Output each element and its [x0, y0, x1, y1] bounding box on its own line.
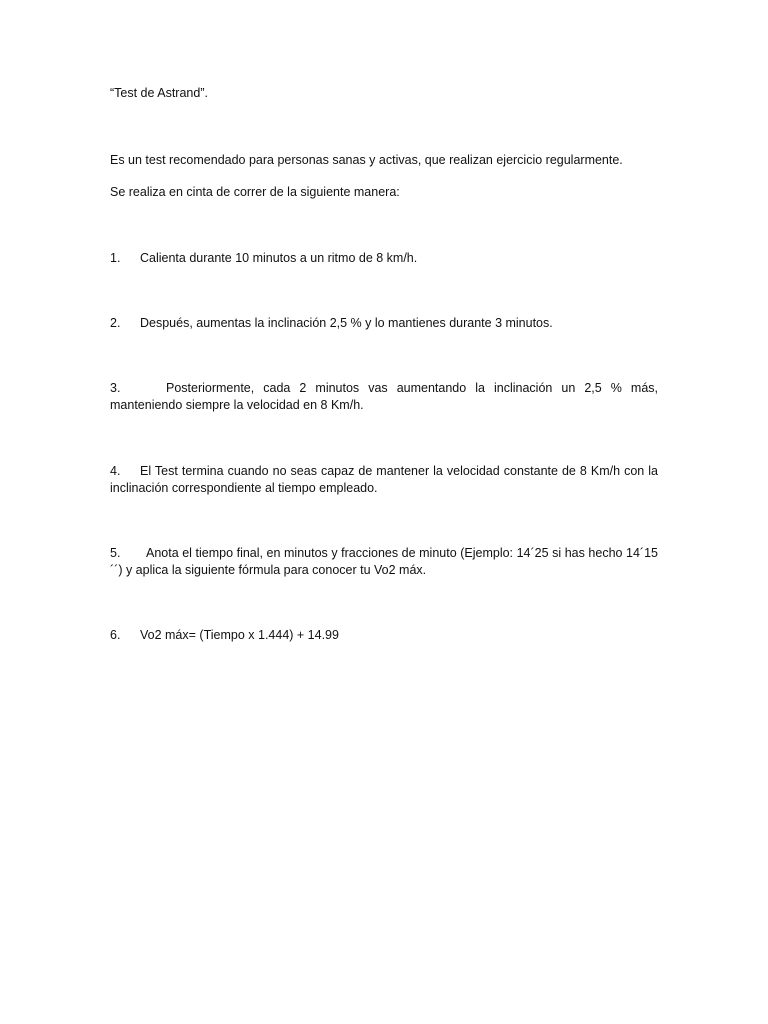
step-3 — [110, 380, 658, 413]
step-6-formula — [110, 627, 658, 644]
intro-paragraph-1: Es un test recomendado para personas sanas y activas, que realizan ejercicio regularmente. — [110, 153, 623, 167]
step-2 — [110, 315, 658, 332]
step-number: 6. — [110, 628, 121, 642]
intro-paragraph-2: Se realiza en cinta de correr de la siguiente manera: — [110, 185, 400, 199]
step-4 — [110, 463, 658, 496]
step-text: Posteriormente, cada 2 minutos vas aumentando la inclinación un 2,5 % más, manteniendo siempre la velocidad en 8 Km/h. — [110, 381, 658, 412]
step-number: 5. — [110, 546, 121, 560]
step-5 — [110, 545, 658, 578]
formula-text: Vo2 máx= (Tiempo x 1.444) + 14.99 — [140, 628, 339, 642]
step-1 — [110, 250, 658, 267]
step-text: Anota el tiempo final, en minutos y fracciones de minuto (Ejemplo: 14´25 si has hecho 14´15´´) y aplica la siguiente fórmula para conocer tu Vo2 máx. — [110, 546, 658, 577]
step-number: 2. — [110, 316, 121, 330]
document-title: “Test de Astrand”. — [110, 86, 208, 100]
step-text: Después, aumentas la inclinación 2,5 % y lo mantienes durante 3 minutos. — [140, 316, 553, 330]
step-number: 1. — [110, 251, 121, 265]
step-text: Calienta durante 10 minutos a un ritmo de 8 km/h. — [140, 251, 418, 265]
step-number: 4. — [110, 464, 121, 478]
step-number: 3. — [110, 381, 121, 395]
step-text: El Test termina cuando no seas capaz de mantener la velocidad constante de 8 Km/h con la inclinación correspondiente al tiempo empleado. — [110, 464, 658, 495]
